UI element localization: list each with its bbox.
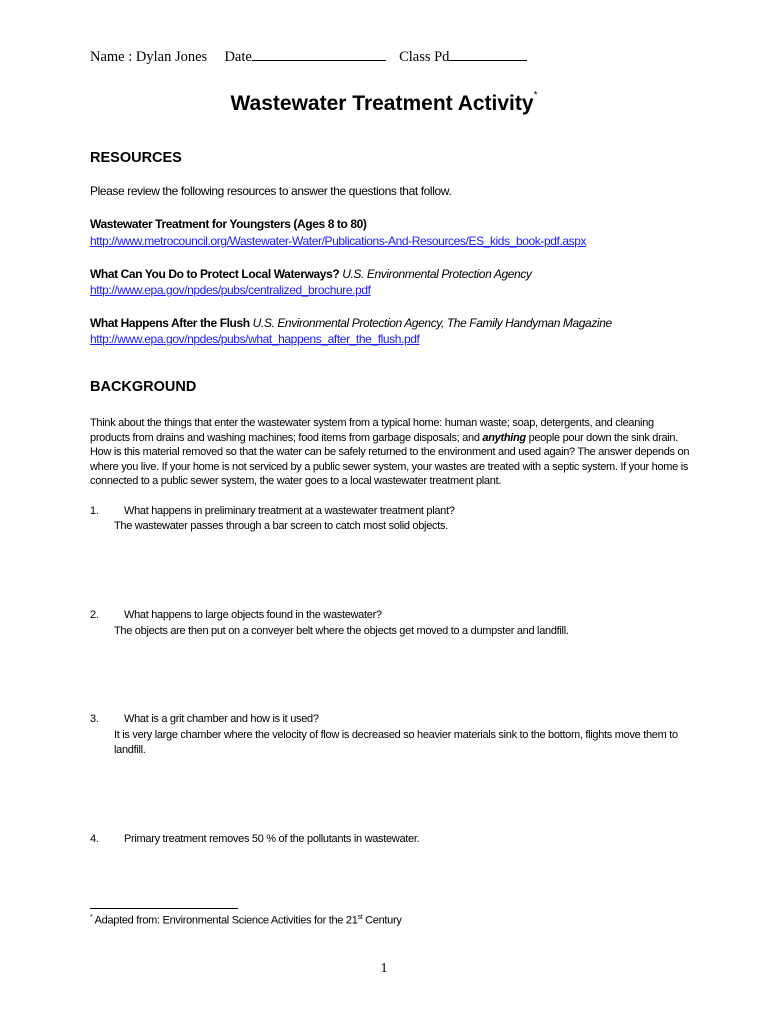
resource-link-row-1 <box>90 234 586 248</box>
date-label: Date <box>224 49 252 65</box>
resource-title: What Can You Do to Protect Local Waterways? <box>90 267 340 281</box>
background-text-end: people pour down the sink drain. How is this material removed so that the water can be safely returned to the environment and used again? The answer depends on where you live. If your home is not serviced by a public sewer system, your wastes are treated with a septic system. If your home is connected to a public sewer system, the water goes to a local wastewater treatment plant. <box>90 431 690 488</box>
class-period-blank[interactable] <box>449 48 527 61</box>
resource-item-3 <box>90 316 612 330</box>
resource-link-row-2 <box>90 283 371 297</box>
footnote-separator <box>90 908 238 909</box>
resource-link-row-3 <box>90 332 419 346</box>
resource-link[interactable]: http://www.metrocouncil.org/Wastewater-Water/Publications-And-Resources/ES_kids_book-pdf.aspx <box>90 234 587 248</box>
background-heading: BACKGROUND <box>90 379 197 395</box>
resources-intro: Please review the following resources to answer the questions that follow. <box>90 184 452 198</box>
resource-item-2 <box>90 267 531 281</box>
date-blank[interactable] <box>252 48 386 61</box>
background-paragraph <box>90 416 690 489</box>
question-number: 4. <box>90 833 99 845</box>
question-text: What happens in preliminary treatment at a wastewater treatment plant? <box>124 505 455 517</box>
question-number: 1. <box>90 505 99 517</box>
answer-text[interactable]: The wastewater passes through a bar screen to catch most solid objects. <box>114 520 448 532</box>
resource-link[interactable]: http://www.epa.gov/npdes/pubs/what_happens_after_the_flush.pdf <box>90 332 420 346</box>
page-number: 1 <box>380 961 388 976</box>
background-emphasis: anything <box>482 431 526 444</box>
resource-title: Wastewater Treatment for Youngsters (Ages 8 to 80) <box>90 217 367 231</box>
background-text-start: Think about the things that enter the wastewater system from a typical home: human waste; soap, detergents, and cleaning products from drains and washing machines; food items from garbage disposals; and <box>90 417 654 444</box>
title-footnote-mark: * <box>533 90 538 101</box>
resources-heading: RESOURCES <box>90 150 182 166</box>
footnote-text: Adapted from: Environmental Science Activities for the 21 <box>92 914 358 927</box>
resource-source: U.S. Environmental Protection Agency, The Family Handyman Magazine <box>252 316 612 330</box>
name-label: Name : Dylan Jones <box>90 49 208 65</box>
footnote-ordinal: st <box>357 914 363 921</box>
footnote-mark: * <box>90 914 93 921</box>
question-number: 2. <box>90 609 99 621</box>
student-info-line <box>90 48 527 66</box>
answer-text[interactable]: The objects are then put on a conveyer belt where the objects get moved to a dumpster and landfill. <box>114 625 569 637</box>
resource-link[interactable]: http://www.epa.gov/npdes/pubs/centralized_brochure.pdf <box>90 283 371 297</box>
resource-source: U.S. Environmental Protection Agency <box>342 267 532 281</box>
document-title <box>0 92 768 116</box>
footnote-text-end: Century <box>362 914 402 927</box>
question-text: Primary treatment removes 50 % of the pollutants in wastewater. <box>124 833 420 845</box>
class-period-label: Class Pd <box>399 49 450 65</box>
question-text: What is a grit chamber and how is it used? <box>124 713 319 725</box>
footnote <box>90 914 402 927</box>
answer-text[interactable]: It is very large chamber where the velocity of flow is decreased so heavier materials sink to the bottom, flights move them to landfill. <box>114 729 678 756</box>
resource-item-1 <box>90 217 367 231</box>
title-text: Wastewater Treatment Activity <box>230 92 534 115</box>
question-number: 3. <box>90 713 99 725</box>
resource-title: What Happens After the Flush <box>90 316 250 330</box>
question-text: What happens to large objects found in the wastewater? <box>124 609 382 621</box>
